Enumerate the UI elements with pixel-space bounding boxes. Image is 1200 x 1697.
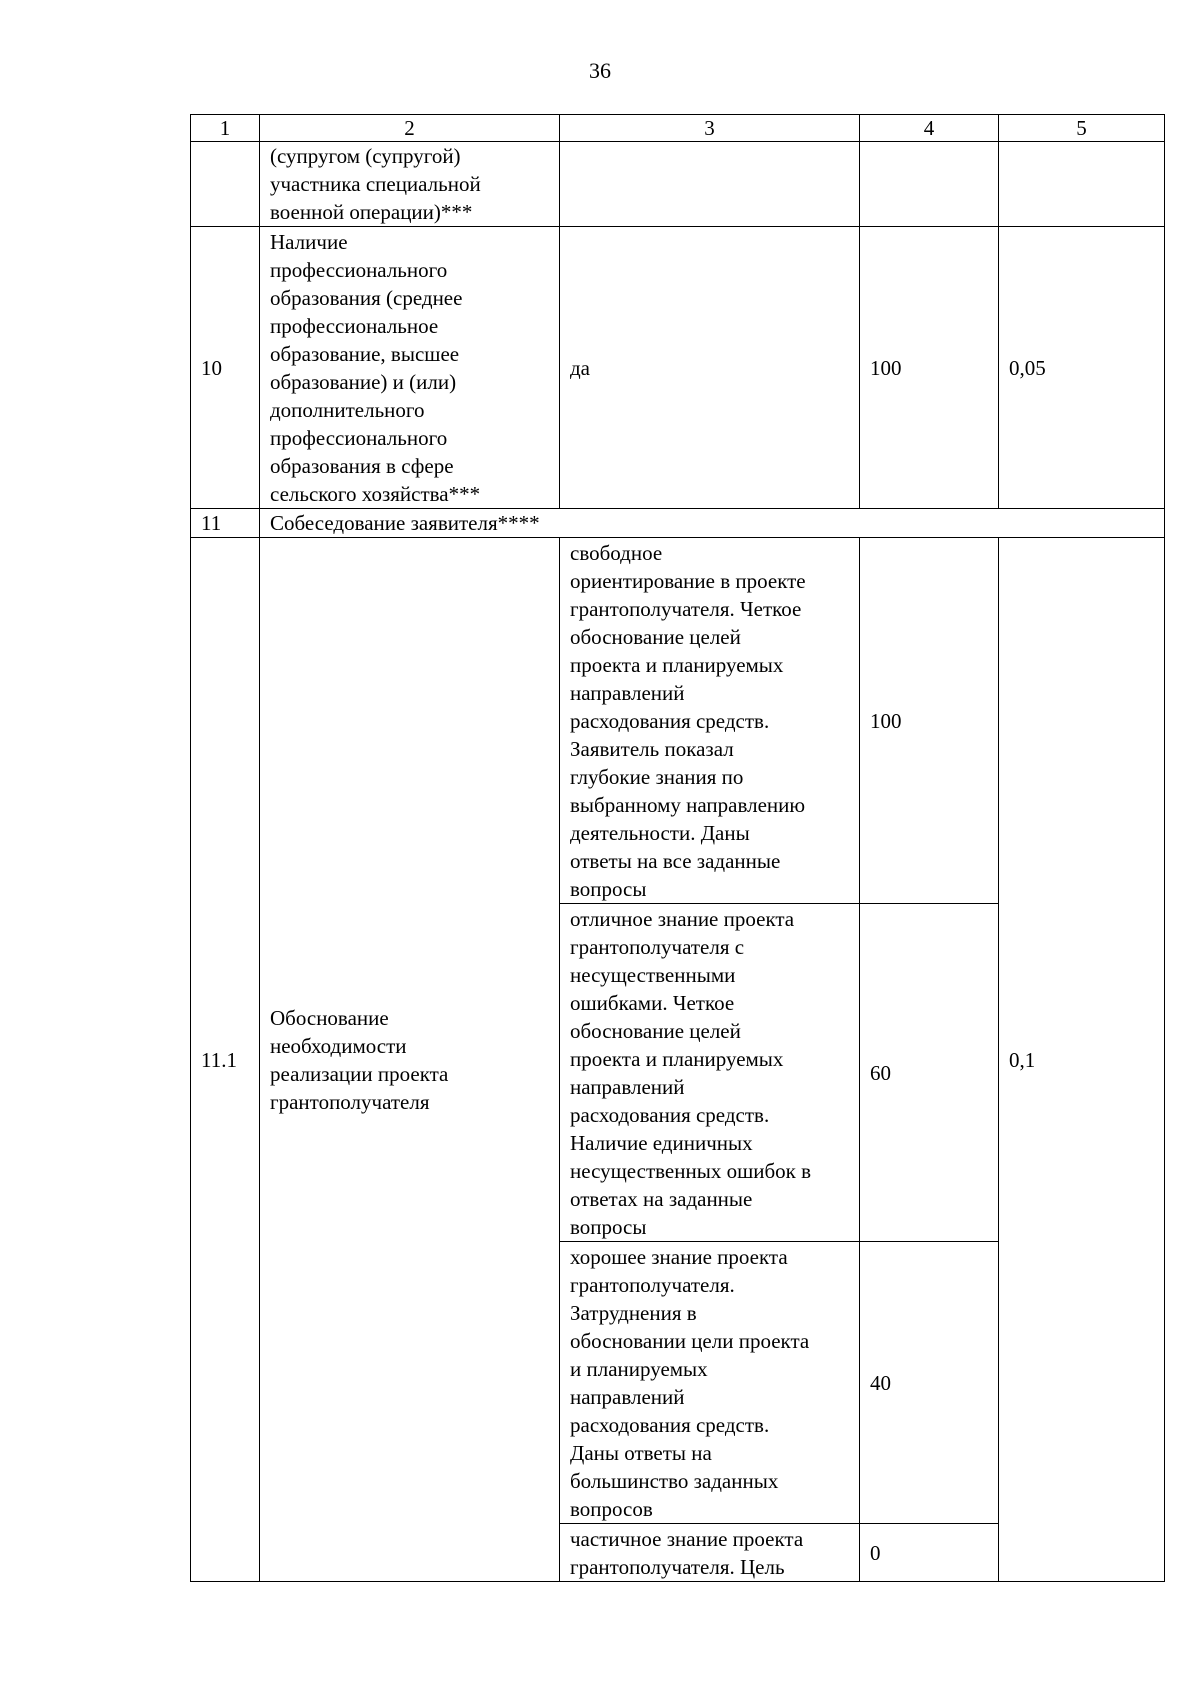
value-cell [560,142,860,227]
column-header: 4 [860,115,999,142]
row-number: 11.1 [191,538,260,1582]
option-text-cell: хорошее знание проекта грантополучателя. Затруднения в обосновании цели проекта и планируемых направлений расходования средств. Даны ответы на большинство заданных вопросов [560,1242,860,1524]
column-header: 1 [191,115,260,142]
score-cell: 0 [860,1524,999,1582]
row-number [191,142,260,227]
weight-cell: 0,05 [999,227,1165,509]
score-cell: 100 [860,538,999,904]
option-text-cell: отличное знание проекта грантополучателя с несущественными ошибками. Четкое обоснование целей проекта и планируемых направлений расходования средств. Наличие единичных несущественных ошибок в ответах на заданные вопросы [560,904,860,1242]
table-row [191,509,1165,538]
column-header: 2 [260,115,560,142]
criterion-cell: Обоснование необходимости реализации проекта грантополучателя [260,538,560,1582]
table-row [191,538,1165,904]
score-cell: 60 [860,904,999,1242]
column-header: 5 [999,115,1165,142]
row-number: 10 [191,227,260,509]
row-number: 11 [191,509,260,538]
table-header-row [191,115,1165,142]
criteria-table [190,114,1165,1582]
weight-cell [999,142,1165,227]
option-text-cell: частичное знание проекта грантополучателя. Цель [560,1524,860,1582]
score-cell [860,142,999,227]
section-title: Собеседование заявителя**** [260,509,1165,538]
criterion-cell: Наличие профессионального образования (среднее профессиональное образование, высшее образование) и (или) дополнительного профессионального образования в сфере сельского хозяйства*** [260,227,560,509]
criterion-cell: (супругом (супругой) участника специальной военной операции)*** [260,142,560,227]
table-row [191,227,1165,509]
score-cell: 100 [860,227,999,509]
column-header: 3 [560,115,860,142]
score-cell: 40 [860,1242,999,1524]
value-cell: да [560,227,860,509]
option-text-cell: свободное ориентирование в проекте грантополучателя. Четкое обоснование целей проекта и планируемых направлений расходования средств. Заявитель показал глубокие знания по выбранному направлению деятельности. Даны ответы на все заданные вопросы [560,538,860,904]
table-row [191,142,1165,227]
weight-cell: 0,1 [999,538,1165,1582]
page-number: 36 [589,58,611,83]
